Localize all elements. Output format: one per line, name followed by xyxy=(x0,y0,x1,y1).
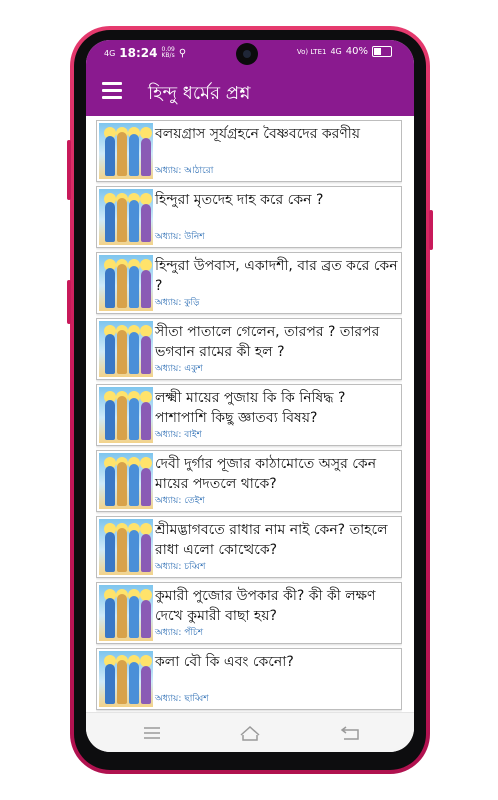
deity-thumbnail xyxy=(99,651,153,707)
item-title: লক্ষ্মী মায়ের পুজায় কি কি নিষিদ্ধ ? পাশাপাশি কিছু জ্ঞাতব্য বিষয়? xyxy=(155,390,346,426)
deity-thumbnail xyxy=(99,189,153,245)
item-title: দেবী দুর্গার পূজার কাঠামোতে অসুর কেন মায়ের পদতলে থাকে? xyxy=(155,456,377,492)
deity-thumbnail xyxy=(99,585,153,641)
item-title: বলয়গ্রাস সূর্যগ্রহনে বৈষ্ণবদের করণীয় xyxy=(155,126,361,142)
item-title: হিন্দুরা মৃতদেহ দাহ করে কেন ? xyxy=(155,192,324,208)
side-button xyxy=(67,280,71,324)
item-chapter: অধ্যায়: চব্বিশ xyxy=(155,562,206,572)
recent-apps-icon[interactable] xyxy=(140,723,164,743)
front-camera xyxy=(236,43,258,65)
item-chapter: অধ্যায়: ছাব্বিশ xyxy=(155,694,209,704)
item-chapter: অধ্যায়: বাইশ xyxy=(155,430,202,440)
navigation-bar xyxy=(86,712,414,752)
clock: 18:24 xyxy=(119,46,158,60)
network-speed: 0.09 KB/s xyxy=(161,46,175,59)
battery-percent: 40% xyxy=(345,46,368,57)
item-title: শ্রীমদ্ভাগবতে রাধার নাম নাই কেন? তাহলে রাধা এলো কোত্থেকে? xyxy=(155,522,388,558)
hamburger-icon[interactable] xyxy=(102,82,122,100)
usb-icon: ⚲ xyxy=(178,47,187,59)
list-item[interactable] xyxy=(96,450,402,512)
item-title: সীতা পাতালে গেলেন, তারপর ? তারপর ভগবান রামের কী হল ? xyxy=(155,324,380,360)
carrier-label: Vo) LTE1 xyxy=(296,47,327,56)
list-item[interactable] xyxy=(96,582,402,644)
list-item[interactable] xyxy=(96,186,402,248)
battery-icon xyxy=(372,46,392,57)
deity-thumbnail xyxy=(99,519,153,575)
app-title: হিন্দু ধর্মের প্রশ্ন xyxy=(148,83,251,104)
item-chapter: অধ্যায়: উনিশ xyxy=(155,232,205,242)
list-item[interactable] xyxy=(96,648,402,710)
item-title: কলা বৌ কি এবং কেনো? xyxy=(155,654,294,670)
deity-thumbnail xyxy=(99,321,153,377)
list-item[interactable] xyxy=(96,516,402,578)
list-item[interactable] xyxy=(96,120,402,182)
deity-thumbnail xyxy=(99,255,153,311)
signal-indicator: 4G xyxy=(104,48,116,58)
network-type: 4G xyxy=(330,47,342,56)
item-title: হিন্দুরা উপবাস, একাদশী, বার ব্রত করে কেন ? xyxy=(155,258,398,294)
deity-thumbnail xyxy=(99,453,153,509)
item-chapter: অধ্যায়: আঠারো xyxy=(155,166,214,176)
item-chapter: অধ্যায়: তেইশ xyxy=(155,496,205,506)
item-chapter: অধ্যায়: কুড়ি xyxy=(155,298,200,308)
item-chapter: অধ্যায়: পঁচিশ xyxy=(155,628,204,638)
item-title: কুমারী পুজোর উপকার কী? কী কী লক্ষণ দেখে কুমারী বাছা হয়? xyxy=(155,588,376,624)
back-icon[interactable] xyxy=(338,723,362,743)
app-bar xyxy=(86,68,414,116)
item-chapter: অধ্যায়: একুশ xyxy=(155,364,203,374)
list-item[interactable] xyxy=(96,252,402,314)
list-item[interactable] xyxy=(96,384,402,446)
status-bar xyxy=(86,40,414,68)
power-button xyxy=(429,210,433,250)
volume-button xyxy=(67,140,71,200)
question-list[interactable] xyxy=(96,120,402,712)
screen xyxy=(86,40,414,752)
home-icon[interactable] xyxy=(238,723,262,743)
list-item[interactable] xyxy=(96,318,402,380)
deity-thumbnail xyxy=(99,387,153,443)
deity-thumbnail xyxy=(99,123,153,179)
